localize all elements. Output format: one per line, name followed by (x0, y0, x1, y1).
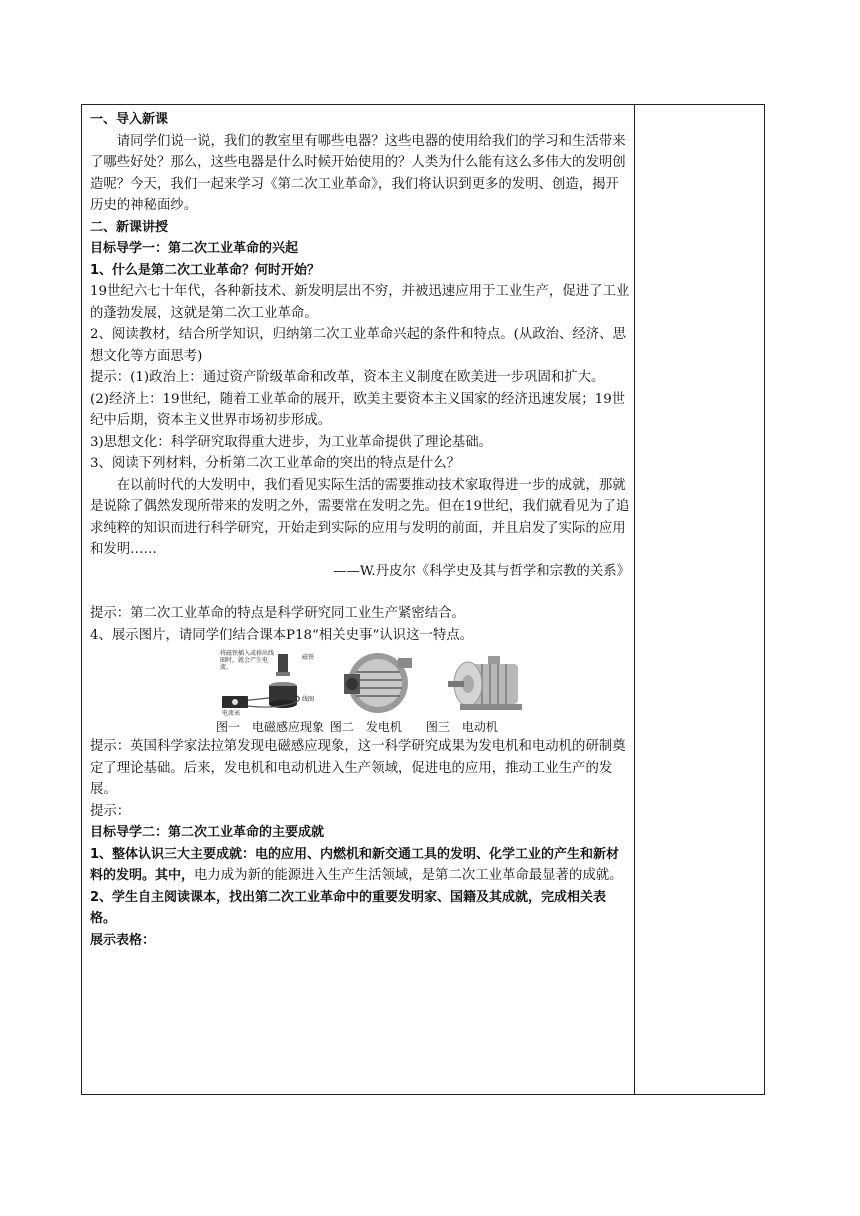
figure-electric-motor (444, 650, 530, 716)
goal2-item-2: 2、学生自主阅读课本，找出第二次工业革命中的重要发明家、国籍及其成就，完成相关表格。 (90, 889, 607, 926)
goal2-item-1 (90, 844, 630, 887)
hint-2-culture: 3)思想文化：科学研究取得重大进步，为工业革命提供了理论基础。 (90, 434, 493, 450)
induction-note: 将磁铁插入或移出线圈时，就会产生电流。 (220, 650, 275, 671)
lesson-heading: 二、新课讲授 (90, 219, 169, 235)
question-3: 3、阅读下列材料，分析第二次工业革命的突出的特点是什么？ (90, 456, 461, 471)
lesson-plan-table (81, 104, 765, 1095)
ammeter-label: 电流表 (222, 710, 241, 717)
magnet-label: 磁铁 (302, 654, 315, 661)
table-column-divider (634, 105, 635, 1094)
quote-source: ——W.丹皮尔《科学史及其与哲学和宗教的关系》 (333, 563, 630, 579)
generator-illustration (340, 650, 418, 716)
figure-electromagnetic-induction (218, 650, 326, 716)
intro-heading: 一、导入新课 (90, 112, 169, 127)
hint-2-politics: 提示：(1)政治上：通过资产阶级革命和改革，资本主义制度在欧美进一步巩固和扩大。 (90, 370, 605, 385)
hint-4: 提示：英国科学家法拉第发现电磁感应现象，这一科学研究成果为发电机和电动机的研制奠定了理论基础。后来，发电机和电动机进入生产领域，促进电的应用，推动工业生产的发展。 (90, 739, 626, 797)
answer-1: 19世纪六七十年代，各种新技术、新发明层出不穷，并被迅速应用于工业生产，促进了工业的蓬勃发展，这就是第二次工业革命。 (90, 284, 630, 321)
coil-label: 线圈 (302, 696, 315, 703)
goal2-item-1-normal: 电力成为新的能源进入生产生活领域，是第二次工业革命最显著的成就。 (194, 868, 623, 883)
question-4: 4、展示图片，请同学们结合课本P18“相关史事”认识这一特点。 (90, 627, 474, 643)
goal2-heading: 目标导学二：第二次工业革命的主要成就 (90, 825, 325, 840)
intro-paragraph: 请同学们说一说，我们的教室里有哪些电器？这些电器的使用给我们的学习和生活带来了哪些好处？那么，这些电器是什么时候开始使用的？人类为什么能有这么多伟大的发明创造呢？今天，我们一起来学习《第二次工业革命》，我们将认识到更多的发明、创造，揭开历史的神秘面纱。 (90, 133, 626, 213)
display-table-label: 展示表格： (90, 932, 156, 948)
hint-3: 提示：第二次工业革命的特点是科学研究同工业生产紧密结合。 (90, 606, 465, 621)
figures-row (90, 650, 630, 716)
blank-line (90, 582, 630, 603)
goal2-item-1-bold: 1、整体认识三大主要成就：电的应用、内燃机和新交通工具的发明、化学工业的产生和新材料的发明。其中， (90, 846, 620, 883)
figure-generator (340, 650, 418, 716)
question-2: 2、阅读教材，结合所学知识，归纳第二次工业革命兴起的条件和特点。(从政治、经济、思想文化等方面思考) (90, 327, 626, 364)
quote-paragraph: 在以前时代的大发明中，我们看见实际生活的需要推动技术家取得进一步的成就，那就是说除了偶然发现所带来的发明之外，需要常在发明之先。但在19世纪，我们就看见为了追求纯粹的知识而进行科学研究，开始走到实际的应用与发明的前面，并且启发了实际的应用和发明…… (90, 477, 630, 557)
question-1: 1、什么是第二次工业革命？何时开始？ (90, 262, 321, 278)
goal1-heading: 目标导学一：第二次工业革命的兴起 (90, 241, 299, 256)
motor-illustration (444, 650, 530, 716)
figure-captions: 图一 电磁感应现象 图二 发电机 图三 电动机 (216, 720, 498, 734)
hint-empty: 提示： (90, 803, 131, 819)
hint-2-economy: (2)经济上：19世纪，随着工业革命的展开，欧美主要资本主义国家的经济迅速发展；19世纪中后期，资本主义世界市场初步形成。 (90, 391, 626, 428)
lesson-content-cell (90, 109, 630, 951)
